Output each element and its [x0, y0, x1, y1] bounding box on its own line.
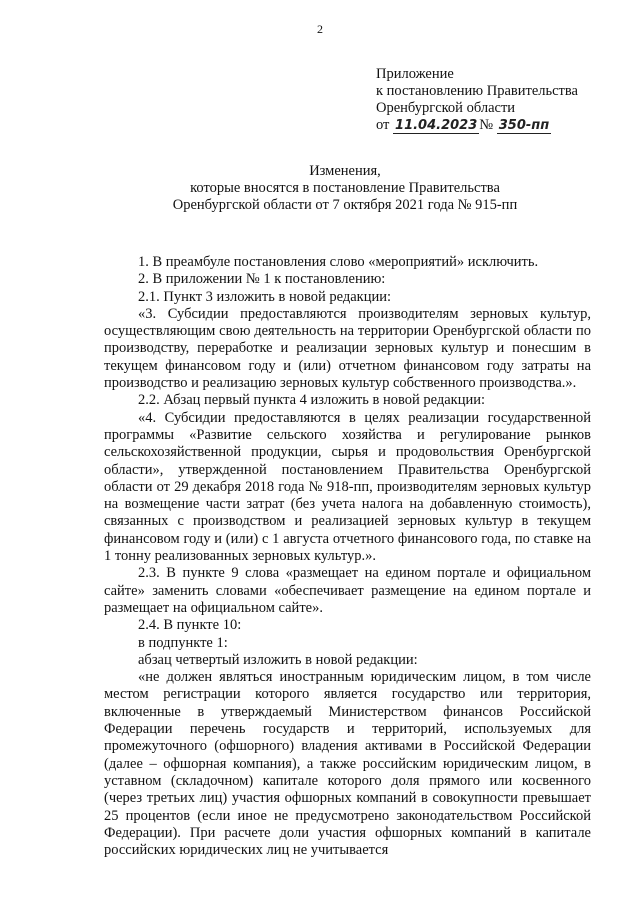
page-number: 2 — [317, 22, 323, 36]
paragraph: «3. Субсидии предоставляются производителям зерновых культур, осуществляющим свою деятельность на территории Оренбургской области по производству, переработке и реализации зерновых культур и понесшим в текущем финансовом году и (или) отчетном финансовом году затраты на производство и реализацию зерновых культур собственного производства.». — [104, 305, 591, 392]
appendix-title: Приложение — [376, 66, 454, 82]
from-label: от — [376, 117, 390, 133]
handwritten-date: 11.04.2023 — [395, 118, 478, 133]
appendix-block — [376, 66, 578, 134]
appendix-reference: к постановлению Правительства — [376, 83, 578, 99]
heading-reference: Оренбургской области от 7 октября 2021 года № 915-пп — [172, 197, 518, 213]
paragraph: 2. В приложении № 1 к постановлению: — [138, 271, 386, 288]
appendix-region: Оренбургской области — [376, 100, 516, 116]
document-body — [104, 254, 591, 859]
paragraph: «не должен являться иностранным юридическим лицом, в том числе местом регистрации которого является государство или территория, включенные в утверждаемый Министерством финансов Российской Федерации перечень государств и территорий, используемых для промежуточного (офшорного) владения активами в Российской Федерации (далее – офшорная компания), а также российским юридическим лицом, в уставном (складочном) капитале которого доля прямого или косвенного (через третьих лиц) участия офшорных компаний в совокупности превышает 25 процентов (если иное не предусмотрено законодательством Российской Федерации). При расчете доли участия офшорных компаний в капитале российских юридических лиц не учитывается — [104, 669, 591, 859]
paragraph: «4. Субсидии предоставляются в целях реализации государственной программы «Развитие сельского хозяйства и регулирование рынков сельскохозяйственной продукции, сырья и продовольствия Оренбургской области», утвержденной постановлением Правительства Оренбургской области от 29 декабря 2018 года № 918-пп, производителям зерновых культур на возмещение части затрат (без учета налога на добавленную стоимость), связанных с производством и реализацией зерновых культур в текущем финансовом году и (или) с 1 августа отчетного финансового года, по ставке на 1 тонну реализованных зерновых культур.». — [104, 409, 591, 565]
handwritten-number: 350-пп — [498, 118, 550, 133]
paragraph: 2.2. Абзац первый пункта 4 изложить в новой редакции: — [138, 392, 486, 409]
heading-title: Изменения, — [309, 163, 381, 179]
paragraph: 2.3. В пункте 9 слова «размещает на едином портале и официальном сайте» заменить словами «обеспечивает размещение на едином портале и размещает на официальном сайте». — [104, 565, 591, 616]
document-heading — [100, 163, 590, 214]
paragraph: абзац четвертый изложить в новой редакции: — [138, 651, 418, 668]
paragraph: 1. В преамбуле постановления слово «мероприятий» исключить. — [138, 254, 539, 270]
paragraph: в подпункте 1: — [138, 634, 228, 651]
appendix-date-line — [376, 117, 578, 134]
heading-subtitle: которые вносятся в постановление Правительства — [190, 180, 500, 196]
number-sign: № — [479, 117, 494, 133]
paragraph: 2.1. Пункт 3 изложить в новой редакции: — [138, 288, 392, 305]
paragraph: 2.4. В пункте 10: — [138, 617, 242, 634]
